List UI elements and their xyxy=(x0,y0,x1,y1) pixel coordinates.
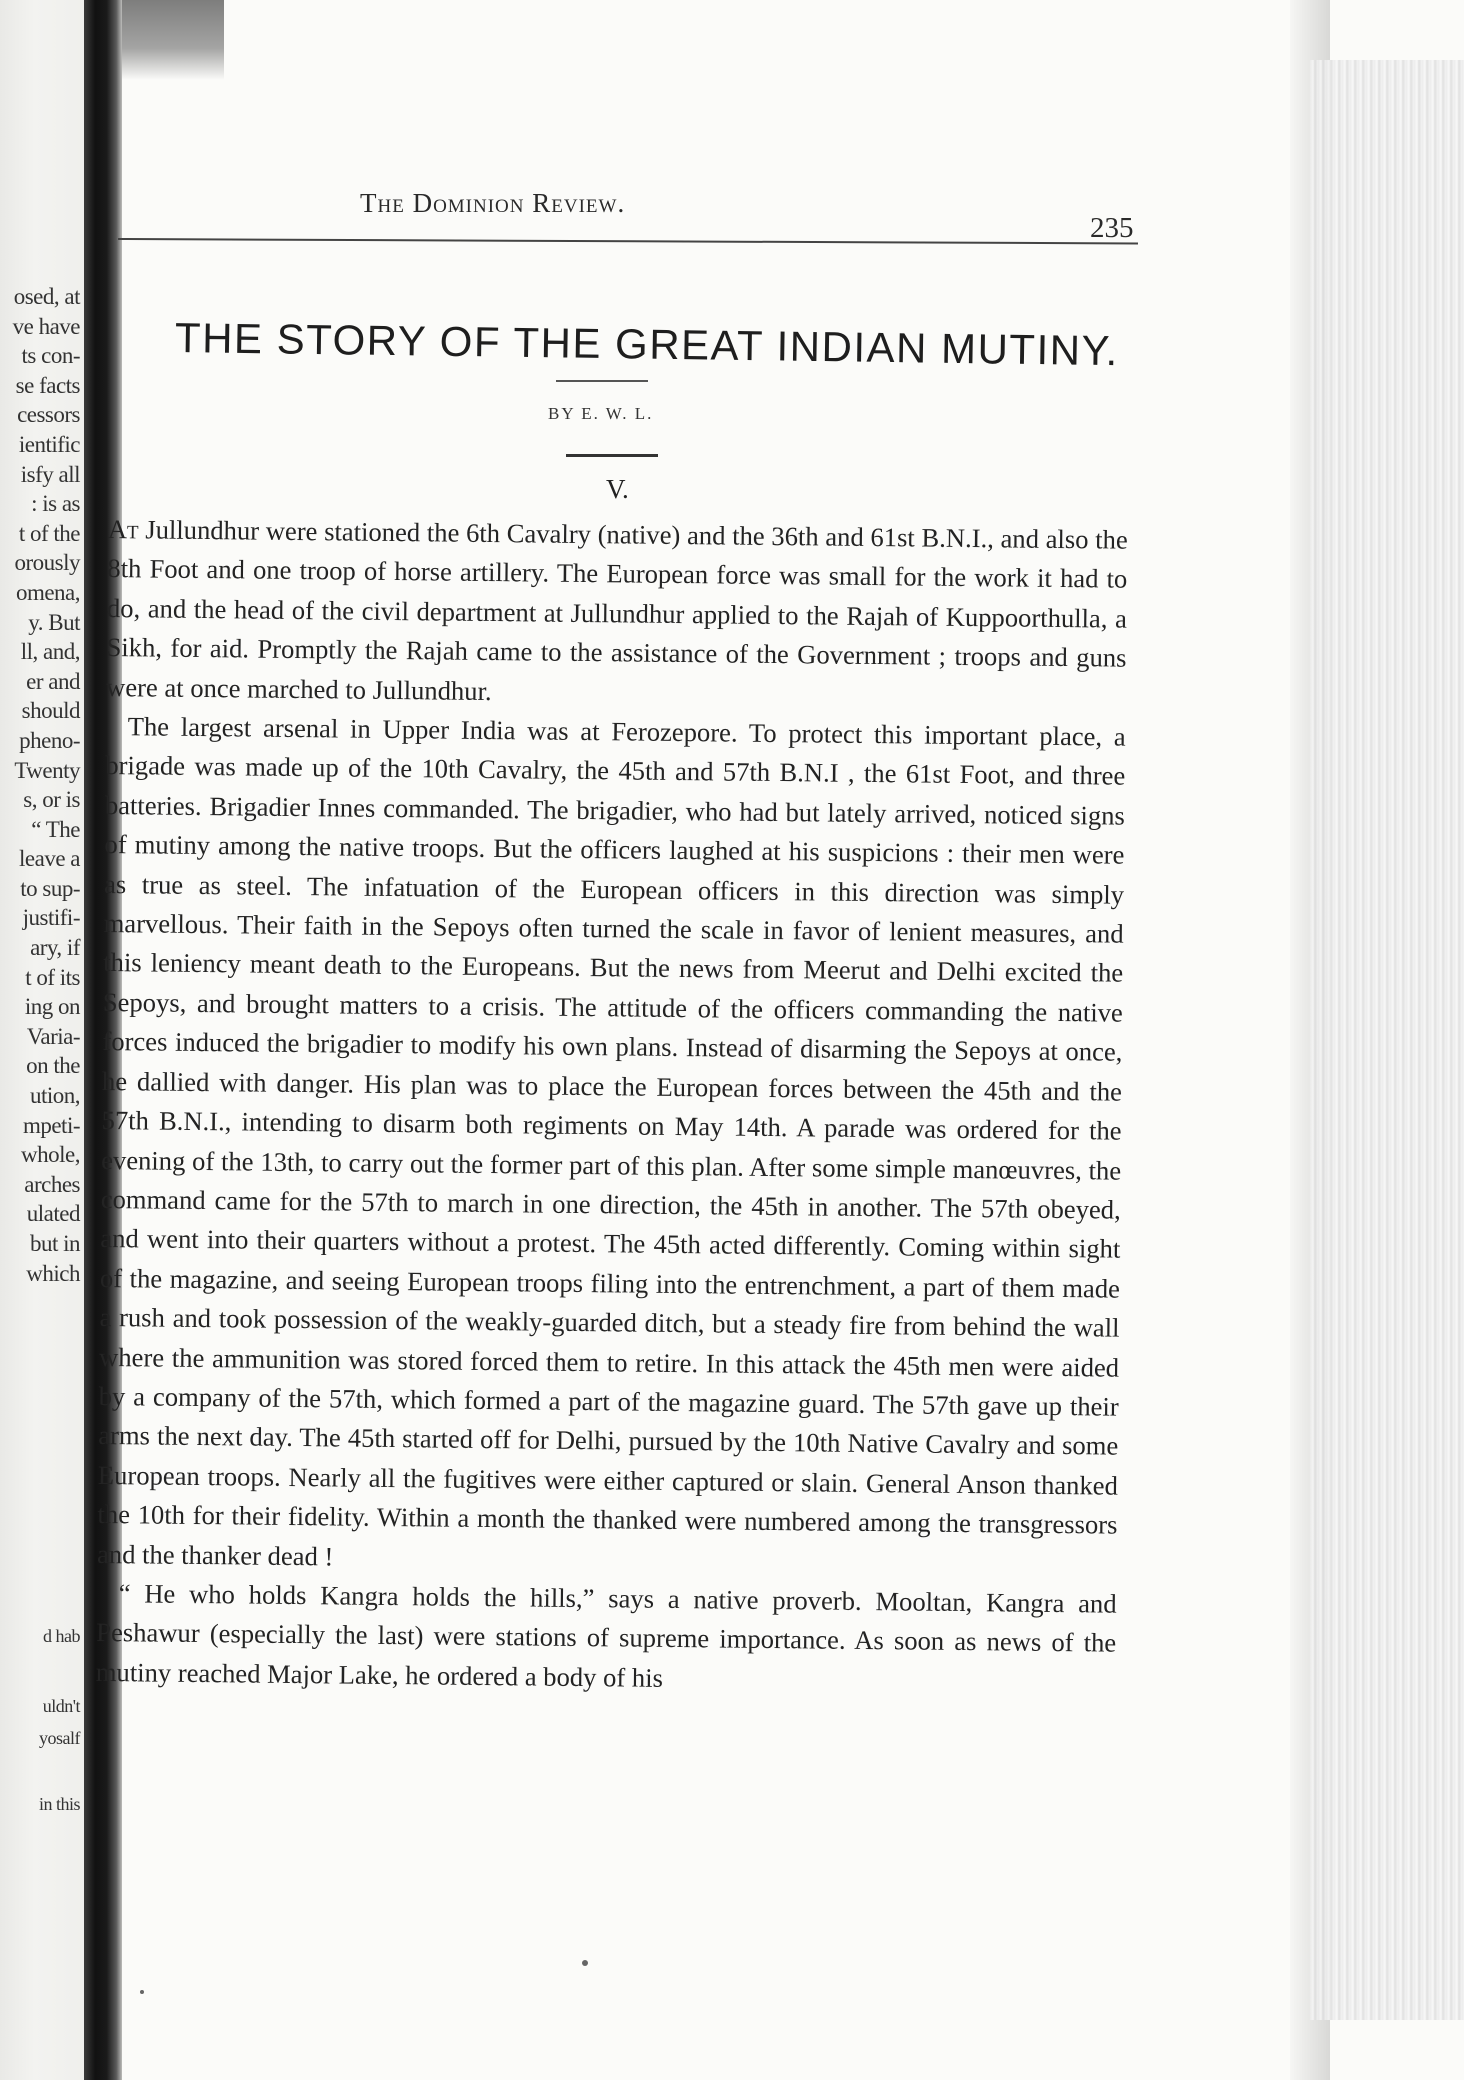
article-title: THE STORY OF THE GREAT INDIAN MUTINY. xyxy=(174,314,1120,375)
article-body xyxy=(96,510,1128,1703)
facing-page-line: isfy all xyxy=(20,461,80,487)
running-head xyxy=(360,188,960,219)
paragraph-text: “ He who holds Kangra holds the hills,” says a native proverb. Mooltan, Kangra and Peshawur (especially the last) were stations of supreme importance. As soon as news of the mutiny reached Major Lake, he ordered a body of his xyxy=(95,1578,1117,1693)
facing-page-line: ts con- xyxy=(21,343,80,369)
facing-page-line: d hab xyxy=(43,1626,80,1646)
facing-page-line: ary, if xyxy=(30,935,80,961)
running-title: The Dominion Review. xyxy=(360,188,626,218)
title-rule xyxy=(556,380,648,382)
facing-page-line: ing on xyxy=(24,994,80,1020)
facing-page-line: t of its xyxy=(25,964,80,990)
facing-page-line: cessors xyxy=(17,402,80,428)
facing-page-line: ientific xyxy=(18,431,80,457)
facing-page-line: in this xyxy=(38,1794,80,1814)
facing-page-line: omena, xyxy=(15,579,80,605)
facing-page-line: Varia- xyxy=(26,1023,80,1049)
facing-page-line: ulated xyxy=(26,1201,80,1227)
facing-page-line: on the xyxy=(26,1053,80,1079)
facing-page-line: mpeti- xyxy=(22,1112,80,1138)
facing-page-text-fragments xyxy=(0,282,80,1288)
paragraph-text: The largest arsenal in Upper India was at Ferozepore. To protect this important place, a brigade was made up of the 10th Cavalry, the 45th and 57th B.N.I , the 61st Foot, and three batteries. Brigadier Innes commanded. The brigadier, who had but lately arrived, noticed signs of mutiny among the native troops. But the officers laughed at his suspicions : their men were as true as steel. The infatuation of the European officers in this direction was simply marvellous. Their faith in the Sepoys often turned the scale in favor of lenient measures, and this leniency meant death to the Europeans. But the news from Meerut and Delhi excited the Sepoys, and brought matters to a crisis. The attitude of the officers commanding the native forces induced the brigadier to modify his own plans. Instead of disarming the Sepoys at once, he dallied with danger. His plan was to place the European forces between the 45th and the 57th B.N.I., intending to disarm both regiments on May 14th. A parade was ordered for the evening of the 13th, to carry out the former part of this plan. After some simple manœuvres, the command came for the 57th to march in one direction, the 45th in another. The 57th obeyed, and went into their quarters without a protest. The 45th acted differently. Coming within sight of the magazine, and seeing European troops filing into the entrenchment, a part of them made a rush and took possession of the weakly-guarded ditch, but a steady fire from behind the wall where the ammunition was stored forced them to retire. In this attack the 45th men were aided by a company of the 57th, which formed a part of the magazine guard. The 57th gave up their arms the next day. The 45th started off for Delhi, pursued by the 10th Native Cavalry and some European troops. Nearly all the fugitives were either captured or slain. General Anson thanked the 10th for their fidelity. Within a month the thanked were numbered among the transgressors and the thanker dead ! xyxy=(96,711,1126,1571)
section-number: V. xyxy=(606,474,629,504)
stacked-page-edges xyxy=(1310,60,1464,2020)
facing-page-line: justifi- xyxy=(22,905,80,931)
facing-page-line: orously xyxy=(14,550,80,576)
facing-page-line: uldn't xyxy=(42,1696,80,1716)
facing-page-line: ve have xyxy=(12,313,80,339)
facing-page-line: t of the xyxy=(18,520,80,546)
scan-speck xyxy=(582,1960,588,1966)
facing-page-line: “ The xyxy=(31,816,80,842)
facing-page-line: Twenty xyxy=(14,757,80,783)
paragraph-1 xyxy=(106,510,1128,718)
facing-page-line: leave a xyxy=(19,846,80,872)
scan-speck xyxy=(140,1990,144,1994)
facing-page-line: er and xyxy=(26,668,80,694)
paragraph-2 xyxy=(97,707,1126,1585)
facing-page-line: ution, xyxy=(29,1083,80,1109)
page-number: 235 xyxy=(1090,212,1134,244)
paragraph-lead-small-caps: At xyxy=(107,513,139,545)
facing-page-line: yosalf xyxy=(39,1728,80,1748)
facing-page-line: but in xyxy=(29,1231,80,1256)
byline-rule xyxy=(566,454,658,457)
facing-page-line: whole, xyxy=(21,1142,80,1168)
facing-page-line: should xyxy=(21,698,80,724)
facing-page-line: se facts xyxy=(15,372,80,398)
facing-page-line: to sup- xyxy=(20,875,80,901)
facing-page-line: osed, at xyxy=(13,284,80,309)
byline: BY E. W. L. xyxy=(548,404,654,423)
paragraph-3 xyxy=(96,1574,1117,1703)
facing-page-line: arches xyxy=(24,1171,80,1197)
facing-page-line: y. But xyxy=(28,609,80,635)
facing-page-edge xyxy=(0,0,86,2080)
facing-page-line: : is as xyxy=(31,491,80,517)
facing-page-line: ll, and, xyxy=(20,639,80,665)
paragraph-text: Jullundhur were stationed the 6th Cavalry (native) and the 36th and 61st B.N.I., and also the 8th Foot and one troop of horse artillery. The European force was small for the work it had to do, and the head of the civil department at Jullundhur applied to the Rajah of Kuppoorthulla, a Sikh, for aid. Promptly the Rajah came to the assistance of the Government ; troops and guns were at once marched to Jullundhur. xyxy=(105,514,1128,706)
facing-page-line: s, or is xyxy=(23,787,80,813)
facing-page-line: which xyxy=(26,1260,80,1286)
facing-page-line: pheno- xyxy=(19,727,80,753)
